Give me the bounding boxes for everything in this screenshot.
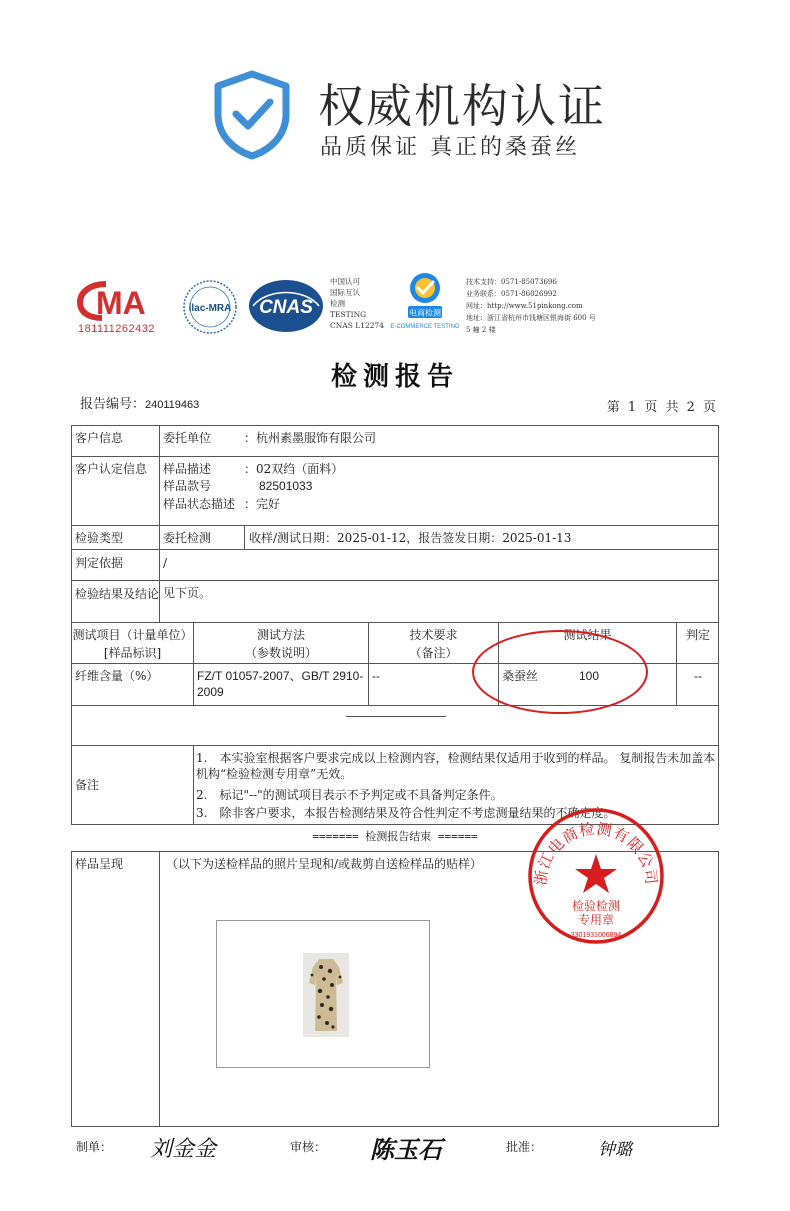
table-rule bbox=[71, 705, 719, 706]
report-number-label: 报告编号： bbox=[80, 397, 146, 412]
result-label: 检验结果及结论 bbox=[75, 587, 160, 601]
col-result-header: 测试结果 bbox=[563, 628, 612, 642]
contact-line: 地址：浙江省杭州市钱塘区银海街 600 号 bbox=[466, 314, 596, 322]
maker-signature: 刘金金 bbox=[150, 1137, 217, 1162]
report-number-value: 240119463 bbox=[145, 399, 200, 411]
sample-description: （以下为送检样品的照片呈现和/或裁剪自送检样品的贴样） bbox=[166, 857, 483, 871]
sample-no-value: 82501033 bbox=[259, 479, 313, 493]
seal-company-text: 浙江电商检测有限公司 bbox=[531, 819, 661, 887]
row-judgement: -- bbox=[694, 669, 702, 683]
sample-no-label: 样品款号 bbox=[163, 479, 212, 493]
cert-line: 中国认可 bbox=[330, 277, 360, 286]
approver-signature: 钟璐 bbox=[598, 1140, 632, 1160]
ilac-text: ilac-MRA bbox=[188, 303, 232, 314]
page-info: 第 1 页 共 2 页 bbox=[606, 400, 716, 415]
reviewer-label: 审核： bbox=[290, 1140, 327, 1154]
sample-desc-label: 样品描述 bbox=[163, 462, 212, 476]
col-item-sub: [样品标识] bbox=[103, 646, 162, 660]
table-rule bbox=[244, 525, 245, 549]
client-confirmed-label: 客户认定信息 bbox=[75, 462, 148, 476]
seal-center-text: 检验检测 bbox=[571, 899, 621, 913]
contact-info bbox=[466, 276, 596, 336]
contact-line: 业务联系：0571-86026992 bbox=[466, 290, 557, 298]
report-number bbox=[80, 393, 199, 412]
table-rule bbox=[71, 456, 719, 457]
ilac-mra-logo bbox=[178, 278, 242, 336]
cma-number: 181111262432 bbox=[78, 323, 155, 334]
reviewer-signature: 陈玉石 bbox=[370, 1135, 442, 1164]
shield-check-icon bbox=[212, 70, 292, 160]
col-judgement-header: 判定 bbox=[685, 628, 710, 642]
table-rule bbox=[193, 745, 194, 825]
table-rule bbox=[71, 580, 719, 581]
col-method-sub: （参数说明） bbox=[244, 646, 317, 660]
dates-value: 收样/测试日期：2025-01-12，报告签发日期：2025-01-13 bbox=[249, 531, 572, 545]
contact-line: 网址：http://www.51pinkong.com bbox=[466, 302, 583, 310]
cert-text bbox=[330, 276, 384, 331]
contact-line: 5 幢 2 楼 bbox=[466, 326, 496, 334]
table-rule bbox=[71, 525, 719, 526]
ec-label: 电商检测 bbox=[409, 308, 441, 318]
seal-code: 3301931006894 bbox=[570, 932, 622, 939]
row-method: FZ/T 01057-2007、GB/T 2910-2009 bbox=[197, 669, 364, 699]
row-result-value: 100 bbox=[579, 669, 600, 683]
client-info-label: 客户信息 bbox=[75, 431, 124, 445]
sample-desc-value: ：02双绉（面料） bbox=[244, 462, 344, 476]
inspection-type-label: 检验类型 bbox=[75, 531, 124, 545]
ec-sub: E-COMMERCE TESTING bbox=[390, 324, 460, 330]
report-end-line: ======= 检测报告结束 ====== bbox=[312, 830, 478, 843]
remark-3: 3. 除非客户要求，本报告检测结果及符合性判定不考虑测量结果的不确定度。 bbox=[196, 806, 616, 820]
result-value: 见下页。 bbox=[163, 586, 212, 600]
dress-photo bbox=[303, 953, 349, 1037]
remark-2: 2. 标记"--"的测试项目表示不予判定或不具备判定条件。 bbox=[196, 788, 503, 802]
col-requirement-header: 技术要求 bbox=[409, 628, 458, 642]
cma-logo-text: MA bbox=[96, 285, 146, 321]
sample-state-label: 样品状态描述 bbox=[163, 497, 236, 511]
row-item: 纤维含量（%） bbox=[75, 669, 159, 683]
remarks-label: 备注 bbox=[75, 778, 100, 792]
row-result-name: 桑蚕丝 bbox=[502, 669, 539, 683]
cnas-text: CNAS bbox=[259, 297, 313, 318]
seal-center-text-2: 专用章 bbox=[577, 913, 615, 927]
col-requirement-sub: （备注） bbox=[409, 646, 458, 660]
entrust-unit-value: ：杭州素墨服饰有限公司 bbox=[244, 431, 377, 445]
approver-label: 批准： bbox=[506, 1140, 543, 1154]
official-seal-stamp bbox=[526, 806, 666, 946]
banner-title: 权威机构认证 bbox=[318, 79, 606, 133]
cert-line: 国际互认 bbox=[330, 288, 360, 297]
cma-logo bbox=[76, 278, 172, 334]
col-item-header: 测试项目（计量单位） bbox=[72, 628, 193, 642]
basis-value: / bbox=[163, 556, 168, 570]
basis-label: 判定依据 bbox=[75, 556, 124, 570]
table-rule bbox=[71, 549, 719, 550]
inspection-type-value: 委托检测 bbox=[163, 531, 212, 545]
cert-line: 检测 bbox=[330, 299, 345, 308]
entrust-unit-label: 委托单位 bbox=[163, 431, 212, 445]
blank-rule bbox=[346, 716, 446, 717]
row-requirement: -- bbox=[372, 669, 380, 683]
sample-state-value: ：完好 bbox=[244, 497, 281, 511]
sample-label: 样品呈现 bbox=[75, 857, 124, 871]
remark-1: 1. 本实验室根据客户要求完成以上检测内容，检测结果仅适用于收到的样品。 复制报告未加盖本机构“检验检测专用章”无效。 bbox=[196, 751, 716, 781]
col-method-header: 测试方法 bbox=[256, 628, 305, 642]
cnas-logo bbox=[247, 278, 325, 334]
banner-subtitle: 品质保证 真正的桑蚕丝 bbox=[320, 135, 580, 160]
report-title: 检测报告 bbox=[330, 362, 459, 392]
maker-label: 制单： bbox=[76, 1140, 113, 1154]
contact-line: 技术支持：0571-85073696 bbox=[466, 278, 557, 286]
cert-line: TESTING bbox=[330, 310, 367, 319]
table-rule bbox=[159, 425, 160, 622]
cert-line: CNAS L12274 bbox=[330, 321, 385, 330]
table-rule bbox=[159, 851, 160, 1127]
table-rule bbox=[71, 745, 719, 746]
table-rule bbox=[71, 622, 719, 623]
highlight-oval bbox=[472, 630, 648, 714]
ecommerce-testing-logo bbox=[380, 268, 470, 334]
